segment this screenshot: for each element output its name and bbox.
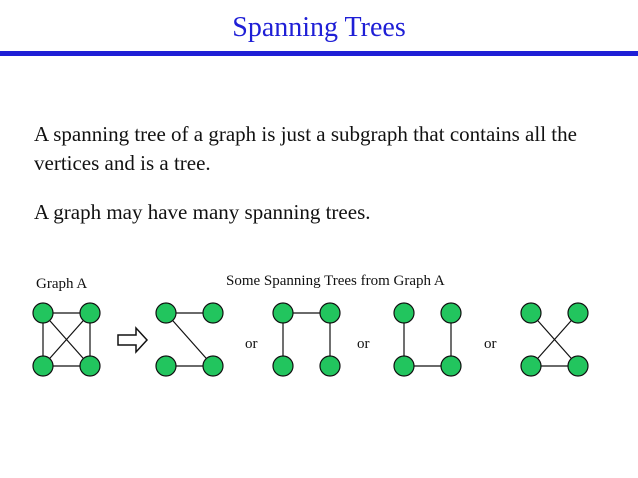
graph-vertex — [203, 356, 223, 376]
many-trees-paragraph: A graph may have many spanning trees. — [34, 200, 371, 224]
graph-vertex — [320, 356, 340, 376]
slide-title: Spanning Trees — [232, 12, 406, 43]
graph-vertex — [33, 356, 53, 376]
spanning-tree-1 — [156, 303, 223, 376]
graph-vertex — [441, 303, 461, 323]
graph-vertex — [320, 303, 340, 323]
graph-vertex — [394, 303, 414, 323]
or-separator-1: or — [245, 336, 258, 352]
graph-vertex — [156, 356, 176, 376]
spanning-tree-3 — [394, 303, 461, 376]
spanning-tree-4 — [521, 303, 588, 376]
graph-vertex — [273, 356, 293, 376]
graph-vertex — [273, 303, 293, 323]
graph-vertex — [521, 303, 541, 323]
spanning-tree-2 — [273, 303, 340, 376]
right-arrow-icon — [118, 328, 147, 352]
graph-vertex — [568, 356, 588, 376]
graph-edge — [166, 313, 213, 366]
graph-vertex — [394, 356, 414, 376]
or-separator-3: or — [484, 336, 497, 352]
spanning-trees-label: Some Spanning Trees from Graph A — [226, 273, 445, 289]
graph-a-label: Graph A — [36, 276, 88, 292]
graph-vertex — [80, 356, 100, 376]
graph-a — [33, 303, 100, 376]
graph-vertex — [203, 303, 223, 323]
graph-vertex — [441, 356, 461, 376]
or-separator-2: or — [357, 336, 370, 352]
graph-vertex — [33, 303, 53, 323]
graph-vertex — [80, 303, 100, 323]
graph-vertex — [568, 303, 588, 323]
graph-vertex — [521, 356, 541, 376]
graph-vertex — [156, 303, 176, 323]
definition-paragraph: A spanning tree of a graph is just a subgraph that contains all the vertices and is a tree. — [34, 122, 577, 175]
